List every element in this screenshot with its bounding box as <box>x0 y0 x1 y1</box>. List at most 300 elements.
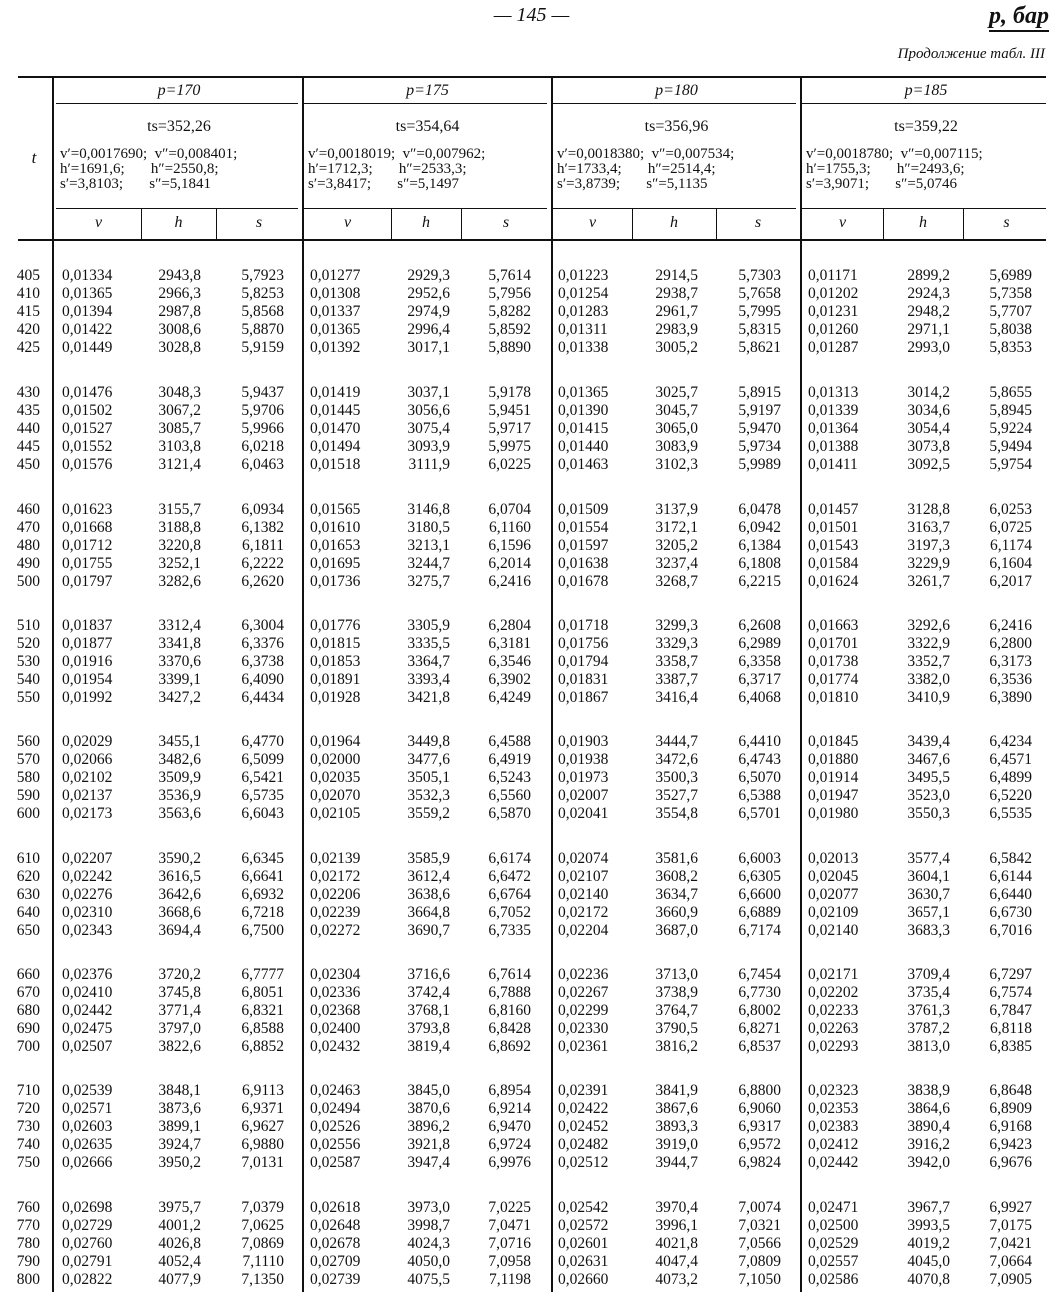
enthalpy-value: 2996,4 <box>407 321 450 338</box>
entropy-value: 6,5560 <box>488 787 531 804</box>
temperature-value: 405 <box>16 267 40 284</box>
enthalpy-value: 2966,3 <box>158 285 201 302</box>
subheader-divider <box>632 209 633 239</box>
entropy-value: 6,0942 <box>738 519 781 536</box>
temperature-value: 500 <box>16 573 40 590</box>
specific-volume-value: 0,02587 <box>310 1154 361 1171</box>
specific-volume-value: 0,02207 <box>62 850 113 867</box>
specific-volume-value: 0,02276 <box>62 886 113 903</box>
temperature-value: 650 <box>16 922 40 939</box>
specific-volume-value: 0,02410 <box>62 984 113 1001</box>
entropy-value: 6,9060 <box>738 1100 781 1117</box>
specific-volume-value: 0,01815 <box>310 635 361 652</box>
entropy-value: 6,2989 <box>738 635 781 652</box>
entropy-value: 6,8051 <box>241 984 284 1001</box>
enthalpy-value: 3075,4 <box>407 420 450 437</box>
saturation-properties-line: v′=0,0018380; v″=0,007534; <box>557 146 735 162</box>
enthalpy-value: 3577,4 <box>907 850 950 867</box>
entropy-value: 6,5870 <box>488 805 531 822</box>
specific-volume-value: 0,01419 <box>310 384 361 401</box>
enthalpy-value: 3093,9 <box>407 438 450 455</box>
enthalpy-value: 3472,6 <box>655 751 698 768</box>
enthalpy-value: 3797,0 <box>158 1020 201 1037</box>
enthalpy-value: 3322,9 <box>907 635 950 652</box>
specific-volume-value: 0,01394 <box>62 303 113 320</box>
entropy-value: 6,0463 <box>241 456 284 473</box>
specific-volume-value: 0,01678 <box>558 573 609 590</box>
entropy-value: 7,0566 <box>738 1235 781 1252</box>
enthalpy-value: 3944,7 <box>655 1154 698 1171</box>
saturation-properties-line: s′=3,8103; s″=5,1841 <box>60 176 212 192</box>
enthalpy-value: 3694,4 <box>158 922 201 939</box>
entropy-value: 6,5735 <box>241 787 284 804</box>
entropy-value: 6,4899 <box>989 769 1032 786</box>
specific-volume-value: 0,02074 <box>558 850 609 867</box>
saturation-temperature: ts=359,22 <box>894 118 958 135</box>
specific-volume-value: 0,01411 <box>808 456 858 473</box>
temperature-value: 415 <box>16 303 40 320</box>
entropy-value: 5,7956 <box>488 285 531 302</box>
entropy-value: 6,2620 <box>241 573 284 590</box>
entropy-value: 5,9470 <box>738 420 781 437</box>
specific-volume-value: 0,02045 <box>808 868 859 885</box>
enthalpy-value: 4047,4 <box>655 1253 698 1270</box>
specific-volume-value: 0,02140 <box>558 886 609 903</box>
specific-volume-value: 0,02239 <box>310 904 361 921</box>
entropy-value: 6,8692 <box>488 1038 531 1055</box>
enthalpy-value: 3054,4 <box>907 420 950 437</box>
specific-volume-value: 0,02471 <box>808 1199 859 1216</box>
enthalpy-value: 3585,9 <box>407 850 450 867</box>
entropy-value: 6,3376 <box>241 635 284 652</box>
specific-volume-value: 0,02512 <box>558 1154 609 1171</box>
saturation-properties-line: h′=1712,3; h″=2533,3; <box>308 161 467 177</box>
specific-volume-value: 0,01712 <box>62 537 113 554</box>
specific-volume-value: 0,02500 <box>808 1217 859 1234</box>
entropy-value: 7,0421 <box>989 1235 1032 1252</box>
temperature-value: 740 <box>16 1136 40 1153</box>
entropy-value: 6,5535 <box>989 805 1032 822</box>
specific-volume-value: 0,02041 <box>558 805 609 822</box>
specific-volume-value: 0,02000 <box>310 751 361 768</box>
specific-volume-value: 0,02171 <box>808 966 859 983</box>
entropy-value: 6,5220 <box>989 787 1032 804</box>
enthalpy-value: 3352,7 <box>907 653 950 670</box>
specific-volume-value: 0,01774 <box>808 671 859 688</box>
entropy-value: 6,0218 <box>241 438 284 455</box>
specific-volume-value: 0,01663 <box>808 617 859 634</box>
entropy-value: 6,2800 <box>989 635 1032 652</box>
specific-volume-value: 0,01584 <box>808 555 859 572</box>
entropy-value: 6,6730 <box>989 904 1032 921</box>
enthalpy-value: 4026,8 <box>158 1235 201 1252</box>
temperature-value: 610 <box>16 850 40 867</box>
specific-volume-value: 0,02310 <box>62 904 113 921</box>
specific-volume-value: 0,01610 <box>310 519 361 536</box>
entropy-value: 7,1110 <box>242 1253 284 1270</box>
specific-volume-value: 0,02412 <box>808 1136 859 1153</box>
subheader-divider <box>141 209 142 239</box>
specific-volume-value: 0,02383 <box>808 1118 859 1135</box>
temperature-value: 760 <box>16 1199 40 1216</box>
entropy-value: 6,3902 <box>488 671 531 688</box>
enthalpy-value: 3364,7 <box>407 653 450 670</box>
specific-volume-value: 0,01202 <box>808 285 859 302</box>
specific-volume-value: 0,01738 <box>808 653 859 670</box>
enthalpy-value: 3523,0 <box>907 787 950 804</box>
section-label: p, бар <box>989 2 1049 32</box>
specific-volume-value: 0,01388 <box>808 438 859 455</box>
entropy-value: 7,0958 <box>488 1253 531 1270</box>
enthalpy-value: 3282,6 <box>158 573 201 590</box>
enthalpy-value: 3536,9 <box>158 787 201 804</box>
specific-volume-value: 0,01365 <box>310 321 361 338</box>
group-divider <box>800 78 802 1292</box>
column-header-v: v <box>588 214 597 231</box>
specific-volume-value: 0,02035 <box>310 769 361 786</box>
enthalpy-value: 4070,8 <box>907 1271 950 1288</box>
specific-volume-value: 0,01938 <box>558 751 609 768</box>
entropy-value: 6,7335 <box>488 922 531 939</box>
entropy-value: 5,8592 <box>488 321 531 338</box>
temperature-value: 790 <box>16 1253 40 1270</box>
enthalpy-value: 3660,9 <box>655 904 698 921</box>
entropy-value: 7,1198 <box>488 1271 531 1288</box>
pressure-underline <box>56 103 298 104</box>
entropy-value: 6,2608 <box>738 617 781 634</box>
enthalpy-value: 4045,0 <box>907 1253 950 1270</box>
entropy-value: 7,1350 <box>241 1271 284 1288</box>
entropy-value: 5,9437 <box>241 384 284 401</box>
enthalpy-value: 3967,7 <box>907 1199 950 1216</box>
specific-volume-value: 0,01653 <box>310 537 361 554</box>
enthalpy-value: 3554,8 <box>655 805 698 822</box>
specific-volume-value: 0,01440 <box>558 438 609 455</box>
temperature-value: 680 <box>16 1002 40 1019</box>
column-header-v: v <box>94 214 103 231</box>
specific-volume-value: 0,01597 <box>558 537 609 554</box>
temperature-value: 550 <box>16 689 40 706</box>
temperature-value: 440 <box>16 420 40 437</box>
entropy-value: 6,2215 <box>738 573 781 590</box>
entropy-value: 6,4410 <box>738 733 781 750</box>
entropy-value: 6,8385 <box>989 1038 1032 1055</box>
entropy-value: 5,8890 <box>488 339 531 356</box>
enthalpy-value: 3482,6 <box>158 751 201 768</box>
specific-volume-value: 0,01695 <box>310 555 361 572</box>
enthalpy-value: 3845,0 <box>407 1082 450 1099</box>
specific-volume-value: 0,02293 <box>808 1038 859 1055</box>
entropy-value: 5,8915 <box>738 384 781 401</box>
enthalpy-value: 3329,3 <box>655 635 698 652</box>
enthalpy-value: 2943,8 <box>158 267 201 284</box>
entropy-value: 6,4434 <box>241 689 284 706</box>
enthalpy-value: 3500,3 <box>655 769 698 786</box>
enthalpy-value: 3467,6 <box>907 751 950 768</box>
enthalpy-value: 3163,7 <box>907 519 950 536</box>
entropy-value: 6,9572 <box>738 1136 781 1153</box>
pressure-label: p=170 <box>157 82 201 99</box>
enthalpy-value: 3612,4 <box>407 868 450 885</box>
specific-volume-value: 0,02494 <box>310 1100 361 1117</box>
enthalpy-value: 3073,8 <box>907 438 950 455</box>
enthalpy-value: 3387,7 <box>655 671 698 688</box>
specific-volume-value: 0,02137 <box>62 787 113 804</box>
entropy-value: 6,6003 <box>738 850 781 867</box>
enthalpy-value: 3509,9 <box>158 769 201 786</box>
specific-volume-value: 0,02376 <box>62 966 113 983</box>
temperature-value: 720 <box>16 1100 40 1117</box>
entropy-value: 6,4743 <box>738 751 781 768</box>
column-header-h: h <box>174 214 183 231</box>
entropy-value: 7,1050 <box>738 1271 781 1288</box>
temperature-value: 780 <box>16 1235 40 1252</box>
group-divider <box>551 78 553 1292</box>
enthalpy-value: 3896,2 <box>407 1118 450 1135</box>
entropy-value: 6,1384 <box>738 537 781 554</box>
specific-volume-value: 0,02267 <box>558 984 609 1001</box>
specific-volume-value: 0,02539 <box>62 1082 113 1099</box>
specific-volume-value: 0,02140 <box>808 922 859 939</box>
enthalpy-value: 3630,7 <box>907 886 950 903</box>
entropy-value: 6,1596 <box>488 537 531 554</box>
specific-volume-value: 0,02463 <box>310 1082 361 1099</box>
entropy-value: 6,5421 <box>241 769 284 786</box>
enthalpy-value: 3505,1 <box>407 769 450 786</box>
enthalpy-value: 3092,5 <box>907 456 950 473</box>
specific-volume-value: 0,01502 <box>62 402 113 419</box>
entropy-value: 6,1811 <box>241 537 284 554</box>
specific-volume-value: 0,02172 <box>310 868 361 885</box>
enthalpy-value: 3919,0 <box>655 1136 698 1153</box>
entropy-value: 6,1174 <box>989 537 1032 554</box>
entropy-value: 6,4571 <box>989 751 1032 768</box>
specific-volume-value: 0,01364 <box>808 420 859 437</box>
enthalpy-value: 3947,4 <box>407 1154 450 1171</box>
specific-volume-value: 0,02107 <box>558 868 609 885</box>
entropy-value: 6,1160 <box>488 519 531 536</box>
entropy-value: 5,7923 <box>241 267 284 284</box>
enthalpy-value: 4052,4 <box>158 1253 201 1270</box>
entropy-value: 6,9976 <box>488 1154 531 1171</box>
specific-volume-value: 0,02631 <box>558 1253 609 1270</box>
enthalpy-value: 3761,3 <box>907 1002 950 1019</box>
entropy-value: 5,8253 <box>241 285 284 302</box>
specific-volume-value: 0,01365 <box>558 384 609 401</box>
temperature-value: 630 <box>16 886 40 903</box>
saturation-properties-line: s′=3,8417; s″=5,1497 <box>308 176 460 192</box>
specific-volume-value: 0,01365 <box>62 285 113 302</box>
enthalpy-value: 4075,5 <box>407 1271 450 1288</box>
entropy-value: 6,5099 <box>241 751 284 768</box>
specific-volume-value: 0,01470 <box>310 420 361 437</box>
t-column-rule <box>52 78 54 1292</box>
enthalpy-value: 3128,8 <box>907 501 950 518</box>
enthalpy-value: 3252,1 <box>158 555 201 572</box>
entropy-value: 5,8282 <box>488 303 531 320</box>
enthalpy-value: 3867,6 <box>655 1100 698 1117</box>
temperature-value: 430 <box>16 384 40 401</box>
enthalpy-value: 3477,6 <box>407 751 450 768</box>
enthalpy-value: 3028,8 <box>158 339 201 356</box>
specific-volume-value: 0,01476 <box>62 384 113 401</box>
specific-volume-value: 0,02400 <box>310 1020 361 1037</box>
specific-volume-value: 0,02233 <box>808 1002 859 1019</box>
specific-volume-value: 0,02557 <box>808 1253 859 1270</box>
enthalpy-value: 3563,6 <box>158 805 201 822</box>
specific-volume-value: 0,02102 <box>62 769 113 786</box>
specific-volume-value: 0,02206 <box>310 886 361 903</box>
entropy-value: 6,2222 <box>241 555 284 572</box>
enthalpy-value: 3102,3 <box>655 456 698 473</box>
specific-volume-value: 0,01718 <box>558 617 609 634</box>
enthalpy-value: 3532,3 <box>407 787 450 804</box>
specific-volume-value: 0,01231 <box>808 303 859 320</box>
specific-volume-value: 0,02236 <box>558 966 609 983</box>
enthalpy-value: 3220,8 <box>158 537 201 554</box>
saturation-temperature: ts=356,96 <box>644 118 709 135</box>
entropy-value: 5,8038 <box>989 321 1032 338</box>
entropy-value: 5,9197 <box>738 402 781 419</box>
entropy-value: 5,7303 <box>738 267 781 284</box>
pressure-underline <box>802 103 1046 104</box>
specific-volume-value: 0,01797 <box>62 573 113 590</box>
entropy-value: 6,7016 <box>989 922 1032 939</box>
enthalpy-value: 3687,0 <box>655 922 698 939</box>
specific-volume-value: 0,01457 <box>808 501 859 518</box>
specific-volume-value: 0,02709 <box>310 1253 361 1270</box>
enthalpy-value: 3664,8 <box>407 904 450 921</box>
enthalpy-value: 3197,3 <box>907 537 950 554</box>
enthalpy-value: 3427,2 <box>158 689 201 706</box>
entropy-value: 6,0478 <box>738 501 781 518</box>
temperature-value: 670 <box>16 984 40 1001</box>
subheader-divider <box>461 209 462 239</box>
entropy-value: 5,9178 <box>488 384 531 401</box>
enthalpy-value: 3657,1 <box>907 904 950 921</box>
entropy-value: 7,0809 <box>738 1253 781 1270</box>
specific-volume-value: 0,02526 <box>310 1118 361 1135</box>
specific-volume-value: 0,01223 <box>558 267 609 284</box>
enthalpy-value: 2899,2 <box>907 267 950 284</box>
enthalpy-value: 3449,8 <box>407 733 450 750</box>
specific-volume-value: 0,02304 <box>310 966 361 983</box>
entropy-value: 6,2017 <box>989 573 1032 590</box>
specific-volume-value: 0,02077 <box>808 886 859 903</box>
enthalpy-value: 3439,4 <box>907 733 950 750</box>
entropy-value: 6,8852 <box>241 1038 284 1055</box>
specific-volume-value: 0,02066 <box>62 751 113 768</box>
entropy-value: 6,9470 <box>488 1118 531 1135</box>
specific-volume-value: 0,02648 <box>310 1217 361 1234</box>
enthalpy-value: 3382,0 <box>907 671 950 688</box>
subheader-divider <box>216 209 217 239</box>
enthalpy-value: 3690,7 <box>407 922 450 939</box>
specific-volume-value: 0,02109 <box>808 904 859 921</box>
temperature-value: 710 <box>16 1082 40 1099</box>
specific-volume-value: 0,01565 <box>310 501 361 518</box>
specific-volume-value: 0,01554 <box>558 519 609 536</box>
temperature-value: 450 <box>16 456 40 473</box>
specific-volume-value: 0,01980 <box>808 805 859 822</box>
specific-volume-value: 0,02603 <box>62 1118 113 1135</box>
specific-volume-value: 0,02105 <box>310 805 361 822</box>
enthalpy-value: 3527,7 <box>655 787 698 804</box>
specific-volume-value: 0,01287 <box>808 339 859 356</box>
specific-volume-value: 0,02618 <box>310 1199 361 1216</box>
enthalpy-value: 3275,7 <box>407 573 450 590</box>
entropy-value: 6,6440 <box>989 886 1032 903</box>
subheader-divider <box>716 209 717 239</box>
specific-volume-value: 0,01880 <box>808 751 859 768</box>
enthalpy-value: 3950,2 <box>158 1154 201 1171</box>
temperature-value: 560 <box>16 733 40 750</box>
entropy-value: 6,9113 <box>241 1082 284 1099</box>
enthalpy-value: 3819,4 <box>407 1038 450 1055</box>
enthalpy-value: 4077,9 <box>158 1271 201 1288</box>
saturation-properties-line: v′=0,0017690; v″=0,008401; <box>60 146 238 162</box>
specific-volume-value: 0,02791 <box>62 1253 113 1270</box>
entropy-value: 6,9724 <box>488 1136 531 1153</box>
specific-volume-value: 0,02475 <box>62 1020 113 1037</box>
specific-volume-value: 0,02353 <box>808 1100 859 1117</box>
enthalpy-value: 2987,8 <box>158 303 201 320</box>
specific-volume-value: 0,01756 <box>558 635 609 652</box>
entropy-value: 6,9371 <box>241 1100 284 1117</box>
entropy-value: 6,3738 <box>241 653 284 670</box>
specific-volume-value: 0,01867 <box>558 689 609 706</box>
specific-volume-value: 0,02343 <box>62 922 113 939</box>
entropy-value: 6,8002 <box>738 1002 781 1019</box>
enthalpy-value: 3996,1 <box>655 1217 698 1234</box>
specific-volume-value: 0,01992 <box>62 689 113 706</box>
entropy-value: 6,8321 <box>241 1002 284 1019</box>
specific-volume-value: 0,01339 <box>808 402 859 419</box>
entropy-value: 5,9966 <box>241 420 284 437</box>
entropy-value: 6,7777 <box>241 966 284 983</box>
t-header-label: t <box>31 148 37 167</box>
enthalpy-value: 4024,3 <box>407 1235 450 1252</box>
temperature-value: 520 <box>16 635 40 652</box>
entropy-value: 5,9754 <box>989 456 1032 473</box>
specific-volume-value: 0,01576 <box>62 456 113 473</box>
enthalpy-value: 3634,7 <box>655 886 698 903</box>
temperature-value: 700 <box>16 1038 40 1055</box>
specific-volume-value: 0,02666 <box>62 1154 113 1171</box>
enthalpy-value: 3764,7 <box>655 1002 698 1019</box>
column-header-s: s <box>255 214 263 231</box>
specific-volume-value: 0,01638 <box>558 555 609 572</box>
temperature-value: 600 <box>16 805 40 822</box>
column-header-h: h <box>422 214 430 231</box>
temperature-value: 445 <box>16 438 40 455</box>
enthalpy-value: 3668,6 <box>158 904 201 921</box>
specific-volume-value: 0,01973 <box>558 769 609 786</box>
entropy-value: 6,8648 <box>989 1082 1032 1099</box>
enthalpy-value: 3008,6 <box>158 321 201 338</box>
specific-volume-value: 0,02336 <box>310 984 361 1001</box>
specific-volume-value: 0,01338 <box>558 339 609 356</box>
temperature-value: 660 <box>16 966 40 983</box>
enthalpy-value: 3085,7 <box>158 420 201 437</box>
specific-volume-value: 0,02678 <box>310 1235 361 1252</box>
entropy-value: 6,2416 <box>989 617 1032 634</box>
enthalpy-value: 4001,2 <box>158 1217 201 1234</box>
enthalpy-value: 3358,7 <box>655 653 698 670</box>
enthalpy-value: 3048,3 <box>158 384 201 401</box>
enthalpy-value: 3393,4 <box>407 671 450 688</box>
entropy-value: 5,8568 <box>241 303 284 320</box>
